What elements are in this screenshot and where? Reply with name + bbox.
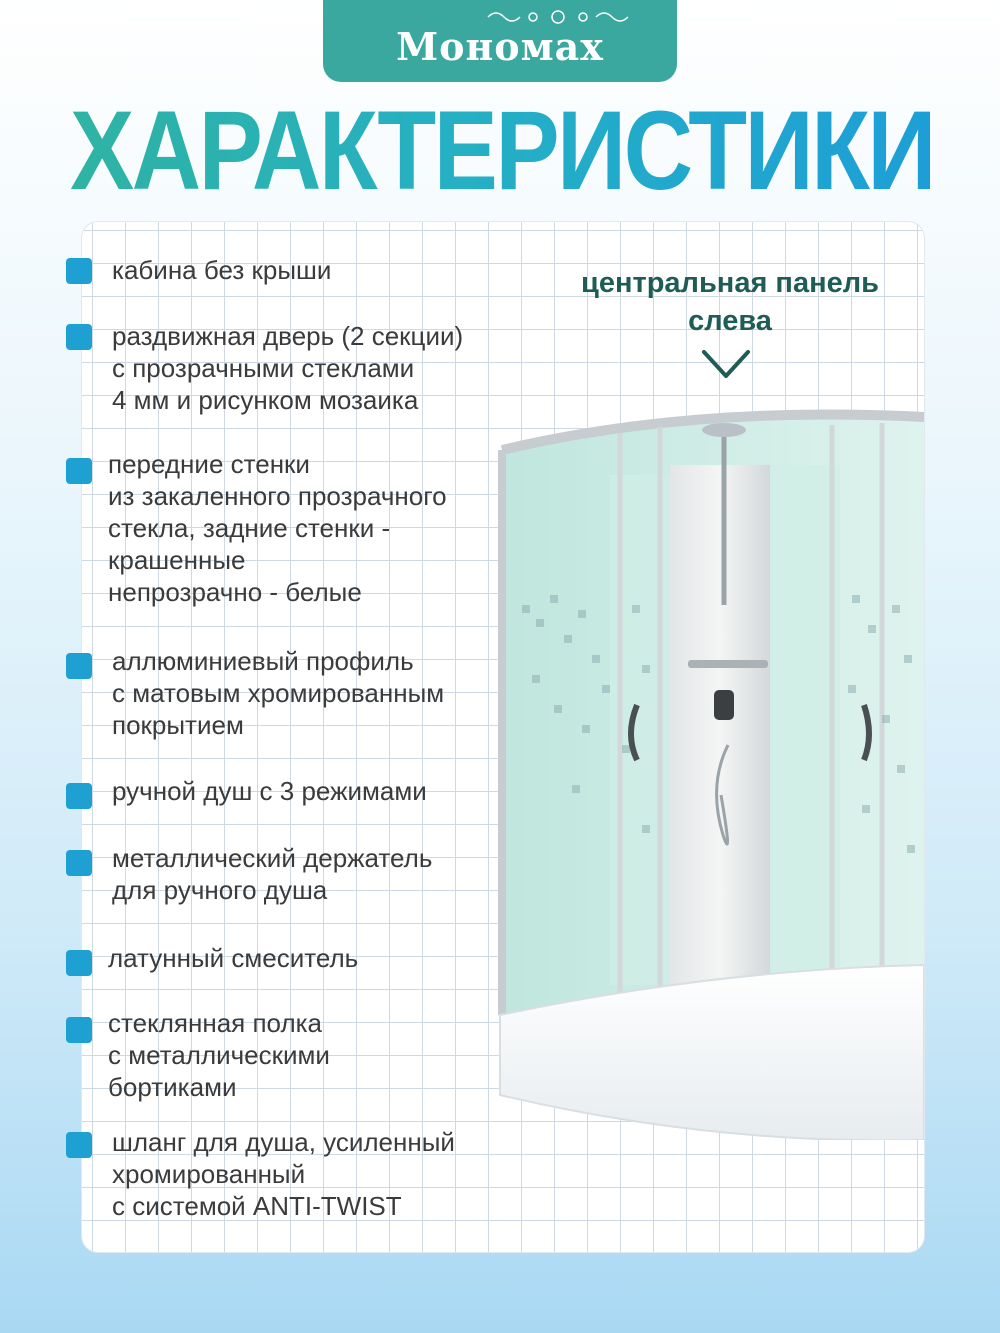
feature-item <box>66 1126 455 1222</box>
square-bullet-icon <box>66 1017 92 1043</box>
square-bullet-icon <box>66 258 92 284</box>
square-bullet-icon <box>66 653 92 679</box>
chevron-down-icon <box>700 348 752 380</box>
feature-text: шланг для душа, усиленный хромированный с системой ANTI-TWIST <box>112 1127 455 1221</box>
square-bullet-icon <box>66 1132 92 1158</box>
square-bullet-icon <box>66 850 92 876</box>
feature-item <box>66 775 427 809</box>
feature-text: раздвижная дверь (2 секции) с прозрачными стеклами 4 мм и рисунком мозаика <box>112 321 464 415</box>
feature-item <box>66 842 432 906</box>
feature-text: ручной душ с 3 режимами <box>112 776 427 806</box>
feature-text: аллюминиевый профиль с матовым хромированным покрытием <box>112 646 445 740</box>
feature-item <box>66 1007 330 1103</box>
square-bullet-icon <box>66 324 92 350</box>
feature-text: передние стенки из закаленного прозрачного стекла, задние стенки - крашенные непрозрачно - белые <box>108 449 447 607</box>
feature-text: металлический держатель для ручного душа <box>112 843 433 905</box>
feature-item <box>66 254 331 286</box>
feature-item <box>66 942 358 976</box>
central-panel-callout: центральная панель слева <box>581 267 879 337</box>
feature-text: латунный смеситель <box>108 943 359 973</box>
square-bullet-icon <box>66 950 92 976</box>
page-title: ХАРАКТЕРИСТИКИ <box>70 86 930 216</box>
feature-item <box>66 320 463 416</box>
ornament-icon <box>483 10 633 24</box>
square-bullet-icon <box>66 458 92 484</box>
feature-item <box>66 645 444 741</box>
square-bullet-icon <box>66 783 92 809</box>
brand-name: Мономах <box>396 23 604 69</box>
shower-cabin-image <box>492 405 924 1140</box>
feature-text: стеклянная полка с металлическими бортиками <box>108 1008 330 1102</box>
feature-item <box>66 448 447 608</box>
feature-text: кабина без крыши <box>112 255 332 285</box>
brand-logo <box>323 0 677 82</box>
